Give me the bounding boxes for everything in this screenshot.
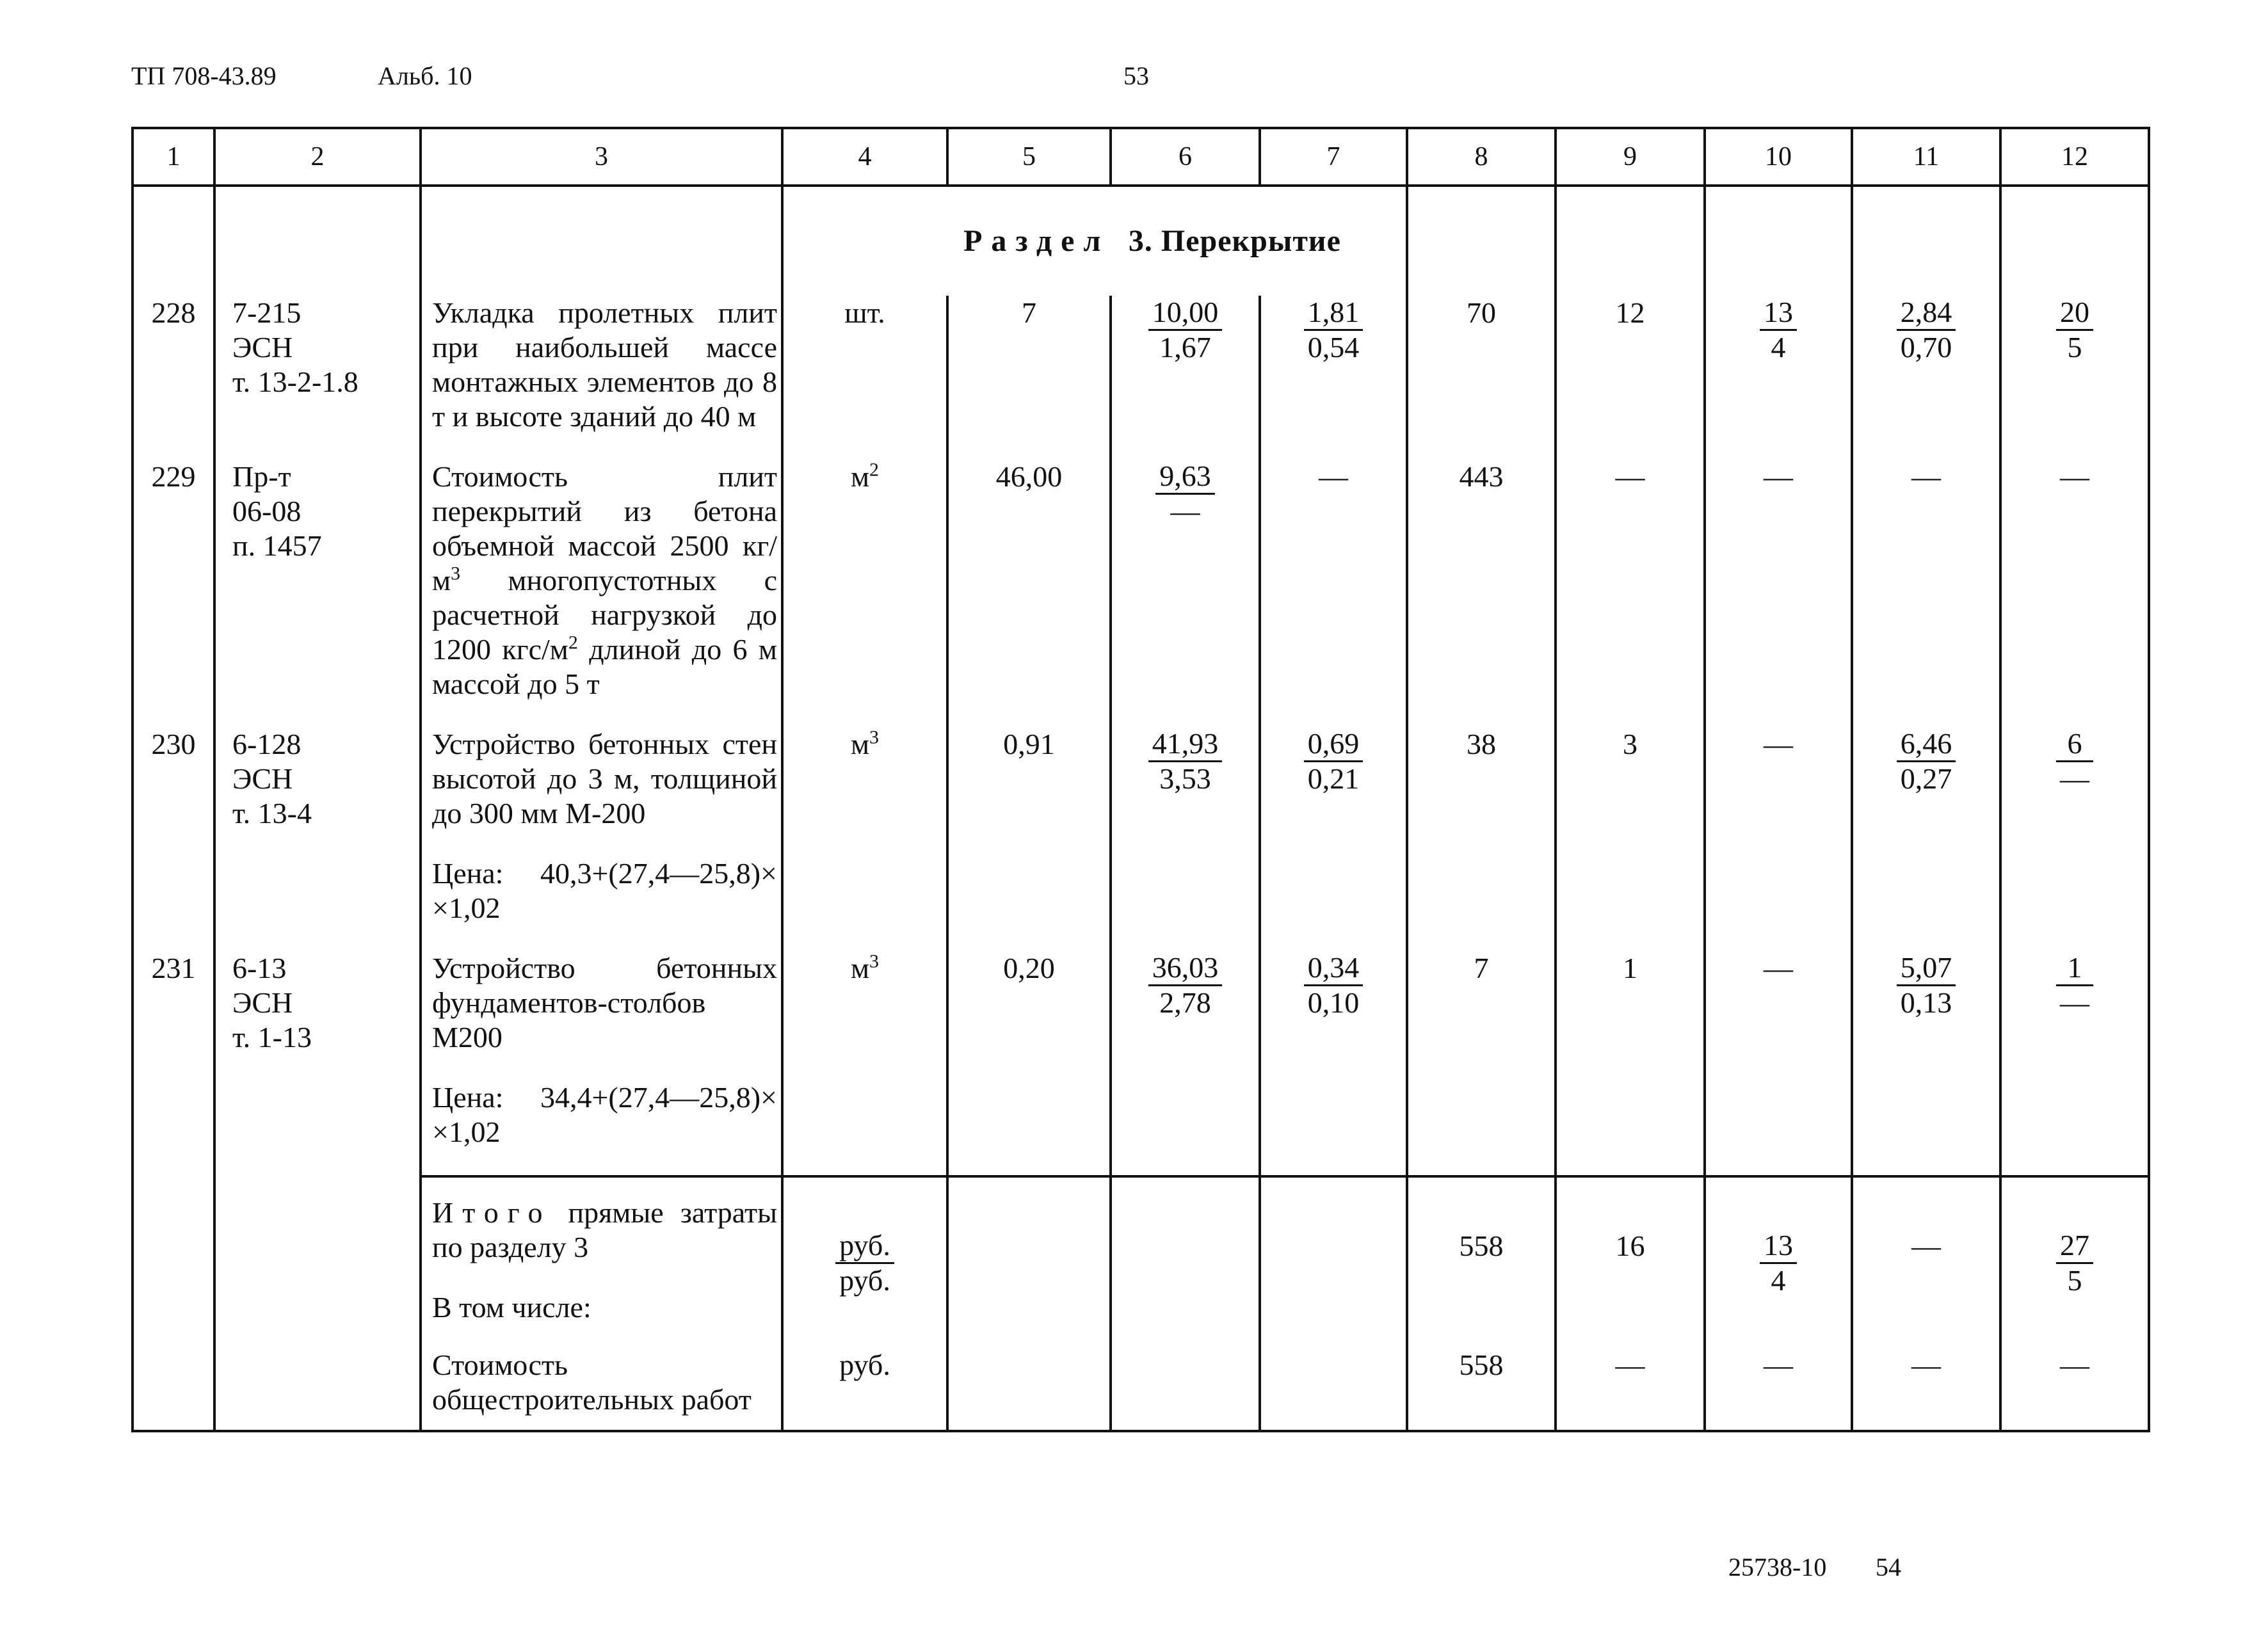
cost-value: 443 xyxy=(1407,460,1556,701)
code-line: ЭСН xyxy=(232,331,293,364)
estimate-table xyxy=(131,127,2150,1432)
general-works-label: Стоимость общестроительных работ xyxy=(421,1325,782,1431)
code-line: п. 1457 xyxy=(232,529,322,562)
fraction-value: $\frac{10,00}{1,67}$ xyxy=(1148,296,1223,364)
code-line: ЭСН xyxy=(232,986,293,1019)
fraction-value: $\frac{2,84}{0,70}$ xyxy=(1897,296,1956,364)
code-line: 6-13 xyxy=(232,952,287,984)
column-header: 9 xyxy=(1556,128,1705,186)
unit: $м^3$ xyxy=(782,951,947,1149)
totals-value: 558 xyxy=(1407,1176,1556,1325)
norm-code xyxy=(214,951,421,1149)
unit: руб. xyxy=(782,1325,947,1431)
code-line: т. 13-2-1.8 xyxy=(232,365,358,398)
norm-code xyxy=(214,296,421,434)
fraction-value: $\frac{6}{—}$ xyxy=(2056,727,2093,796)
column-number-row xyxy=(133,128,2149,186)
cost-value: 38 xyxy=(1407,727,1556,925)
code-line: т. 13-4 xyxy=(232,797,312,829)
work-description: Устройство бетонных фундаментов-столбов М200 Цена: 34,4+(27,4—25,8)× ×1,02 xyxy=(421,951,782,1149)
unit: $м^2$ xyxy=(782,460,947,701)
column-header: 3 xyxy=(421,128,782,186)
section-label: Раздел xyxy=(963,224,1110,258)
row-number: 231 xyxy=(133,951,214,1149)
work-description: Устройство бетонных стен высотой до 3 м, толщиной до 300 мм М-200 Цена: 40,3+(27,4—25,8)× ×1,02 xyxy=(421,727,782,925)
table-row xyxy=(133,460,2149,701)
cost-value: — xyxy=(1260,460,1407,701)
fraction-value: $\frac{1,81}{0,54}$ xyxy=(1304,296,1363,364)
fraction-value: $\frac{0,69}{0,21}$ xyxy=(1304,727,1363,796)
quantity: 7 xyxy=(947,296,1111,434)
totals-value: — xyxy=(2000,1325,2149,1431)
fraction-value: $\frac{1}{—}$ xyxy=(2056,951,2093,1020)
footer-sheet: 54 xyxy=(1876,1553,1901,1581)
fraction-value: $\frac{13}{4}$ xyxy=(1760,1229,1797,1297)
quantity: 0,20 xyxy=(947,951,1111,1149)
column-header: 6 xyxy=(1111,128,1260,186)
code-line: ЭСН xyxy=(232,762,293,795)
fraction-value: $\frac{13}{4}$ xyxy=(1760,296,1797,364)
totals-value: — xyxy=(1852,1325,2000,1431)
including-label: В том числе: xyxy=(432,1291,591,1324)
price-formula: Цена: 40,3+(27,4—25,8)× ×1,02 xyxy=(432,857,777,924)
code-line: 06-08 xyxy=(232,495,302,527)
cost-value: 7 xyxy=(1407,951,1556,1149)
fraction-value: $\frac{9,63}{—}$ xyxy=(1155,460,1215,528)
general-works-row xyxy=(133,1325,2149,1431)
fraction-value: $\frac{0,34}{0,10}$ xyxy=(1304,951,1363,1020)
unit: $м^3$ xyxy=(782,727,947,925)
fraction-value: $\frac{5,07}{0,13}$ xyxy=(1897,951,1956,1020)
quantity: 46,00 xyxy=(947,460,1111,701)
section-heading-row xyxy=(133,186,2149,296)
cost-value: — xyxy=(2000,460,2149,701)
code-line: 7-215 xyxy=(232,296,302,329)
cost-value: 1 xyxy=(1556,951,1705,1149)
cost-value: — xyxy=(1852,460,2000,701)
unit: шт. xyxy=(782,296,947,434)
totals-label: Итого прямые затраты по разделу 3 В том числе: xyxy=(421,1176,782,1325)
totals-value: — xyxy=(1556,1325,1705,1431)
code-line: Пр-т xyxy=(232,460,291,493)
page-number: 53 xyxy=(1123,61,1149,90)
column-header: 12 xyxy=(2000,128,2149,186)
fraction-value: $\frac{36,03}{2,78}$ xyxy=(1148,951,1223,1020)
table-row xyxy=(133,727,2149,925)
cost-value: — xyxy=(1705,460,1852,701)
cost-value: — xyxy=(1705,951,1852,1149)
totals-value: — xyxy=(1852,1176,2000,1325)
norm-code xyxy=(214,460,421,701)
column-header: 8 xyxy=(1407,128,1556,186)
price-formula: Цена: 34,4+(27,4—25,8)× ×1,02 xyxy=(432,1081,777,1148)
totals-value: 16 xyxy=(1556,1176,1705,1325)
cost-value: 70 xyxy=(1407,296,1556,434)
quantity: 0,91 xyxy=(947,727,1111,925)
document-code: ТП 708-43.89 xyxy=(131,61,277,90)
column-header: 2 xyxy=(214,128,421,186)
code-line: 6-128 xyxy=(232,728,302,760)
totals-value: — xyxy=(1705,1325,1852,1431)
section-title: 3. Перекрытие xyxy=(1128,224,1341,258)
work-description: Стоимость плит перекрытий из бетона объемной массой 2500 $кг/м^3$ многопустотных с расчетной нагрузкой до 1200 кгс/$м^2$ длиной до 6 м массой до 5 т xyxy=(421,460,782,701)
cost-value: — xyxy=(1705,727,1852,925)
cost-value: 12 xyxy=(1556,296,1705,434)
work-description: Укладка пролетных плит при наибольшей массе монтажных элементов до 8 т и высоте зданий до 40 м xyxy=(421,296,782,434)
column-header: 10 xyxy=(1705,128,1852,186)
fraction-value: $\frac{41,93}{3,53}$ xyxy=(1148,727,1223,796)
album-label: Альб. 10 xyxy=(378,61,472,90)
cost-value: 3 xyxy=(1556,727,1705,925)
column-header: 7 xyxy=(1260,128,1407,186)
norm-code xyxy=(214,727,421,925)
totals-value: 558 xyxy=(1407,1325,1556,1431)
column-header: 5 xyxy=(947,128,1111,186)
row-number: 228 xyxy=(133,296,214,434)
fraction-value: $\frac{6,46}{0,27}$ xyxy=(1897,727,1956,796)
table-row xyxy=(133,951,2149,1149)
table-row xyxy=(133,296,2149,434)
column-header: 11 xyxy=(1852,128,2000,186)
totals-row xyxy=(133,1176,2149,1325)
code-line: т. 1-13 xyxy=(232,1021,312,1053)
column-header: 1 xyxy=(133,128,214,186)
column-header: 4 xyxy=(782,128,947,186)
row-number: 230 xyxy=(133,727,214,925)
cost-value: — xyxy=(1556,460,1705,701)
fraction-value: $\frac{27}{5}$ xyxy=(2056,1229,2093,1297)
row-number: 229 xyxy=(133,460,214,701)
fraction-value: $\frac{20}{5}$ xyxy=(2056,296,2093,364)
footer-code: 25738-10 xyxy=(1728,1553,1827,1581)
totals-unit: $\frac{\text{руб.}}{\text{руб.}}$ xyxy=(835,1229,894,1297)
